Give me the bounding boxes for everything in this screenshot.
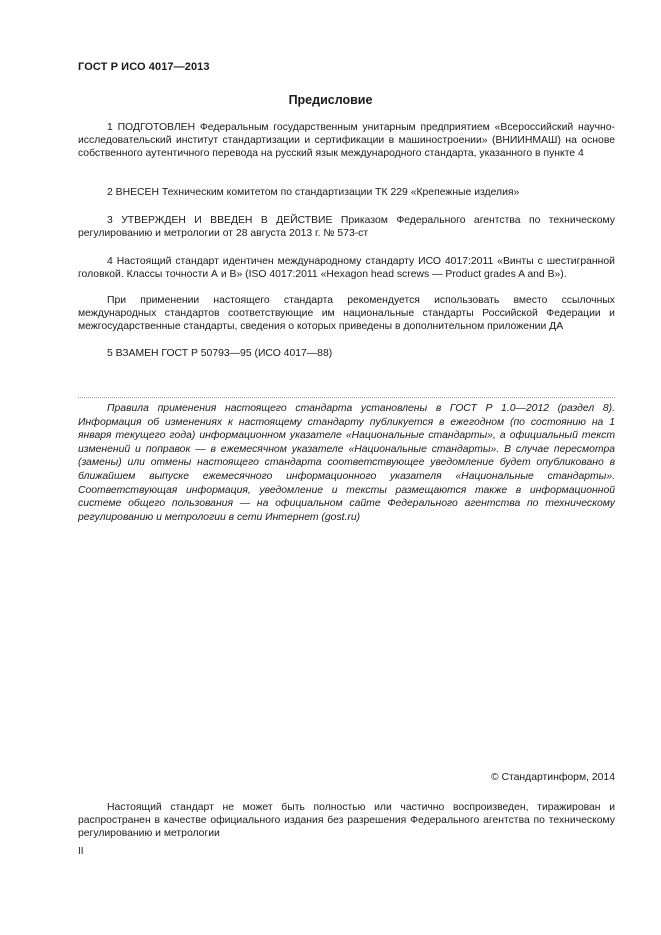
reproduction-rights-statement: Настоящий стандарт не может быть полностью или частично воспроизведен, тиражирован и распространен в качестве официального издания без разрешения Федерального агентства по техническому регулированию и метрологии [78,802,615,839]
standard-code-header: ГОСТ Р ИСО 4017—2013 [78,61,210,73]
application-rules-notice: Правила применения настоящего стандарта установлены в ГОСТ Р 1.0—2012 (раздел 8). Информация об изменениях к настоящему стандарту публикуется в ежегодном (по состоянию на 1 января текущего года) информационном указателе «Национальные стандарты», а официальный текст изменений и поправок — в ежемесячном указателе «Национальные стандарты». В случае пересмотра (замены) или отмены настоящего стандарта соответствующее уведомление будет опубликовано в ближайшем выпуске ежемесячного информационного указателя «Национальные стандарты». Соответствующая информация, уведомление и тексты размещаются также в информационной системе общего пользования — на официальном сайте Федерального агентства по техническому регулированию и метрологии в сети Интернет (gost.ru) [78,397,615,524]
paragraph-prepared-by: 1 ПОДГОТОВЛЕН Федеральным государственным унитарным предприятием «Всероссийский научно-исследовательский институт стандартизации и сертификации в машиностроении» (ВНИИНМАШ) на основе собственного аутентичного перевода на русский язык международного стандарта, указанного в пункте 4 [78,122,615,159]
paragraph-identical-standard: 4 Настоящий стандарт идентичен международному стандарту ИСО 4017:2011 «Винты с шестигранной головкой. Классы точности А и В» (ISO 4017:2011 «Hexagon head screws — Product grades A and B»). [78,256,615,280]
paragraph-approved: 3 УТВЕРЖДЕН И ВВЕДЕН В ДЕЙСТВИЕ Приказом Федерального агентства по техническому регулированию и метрологии от 28 августа 2013 г. № 573-ст [78,215,615,239]
page-number: II [78,846,84,857]
paragraph-references-note: При применении настоящего стандарта рекомендуется использовать вместо ссылочных международных стандартов соответствующие им национальные стандарты Российской Федерации и межгосударственные стандарты, сведения о которых приведены в дополнительном приложении ДА [78,295,615,332]
paragraph-replaces: 5 ВЗАМЕН ГОСТ Р 50793—95 (ИСО 4017—88) [107,348,333,359]
page-title: Предисловие [288,93,373,107]
paragraph-introduced-by: 2 ВНЕСЕН Техническим комитетом по стандартизации ТК 229 «Крепежные изделия» [107,187,520,198]
copyright-line: © Стандартинформ, 2014 [490,772,615,783]
